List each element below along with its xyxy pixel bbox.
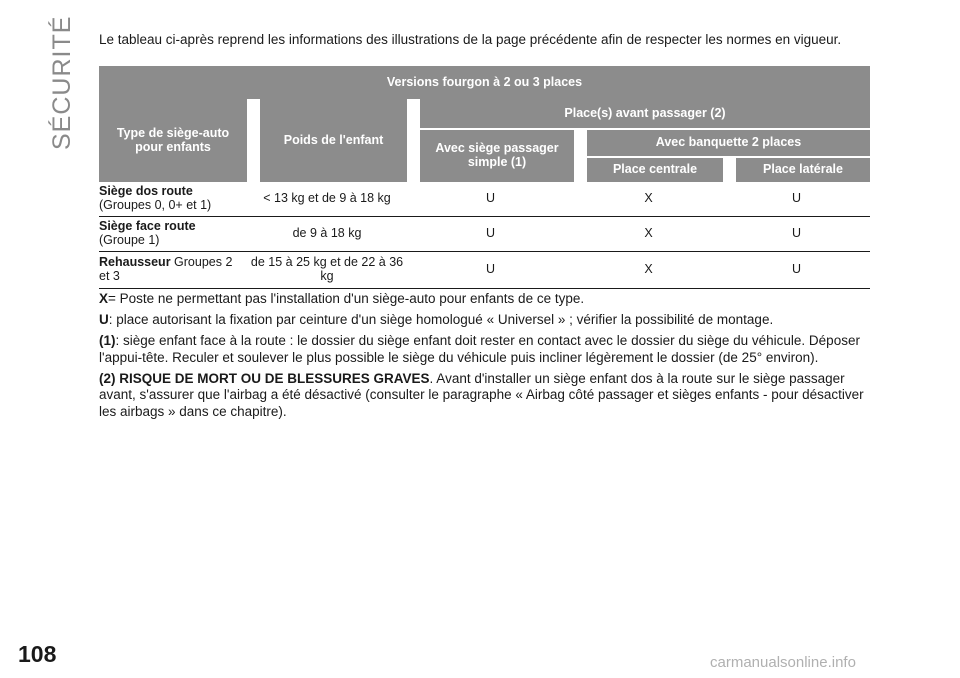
cell-center-seat: X <box>574 182 723 217</box>
header-seat-type: Type de siège-auto pour enfants <box>99 99 247 182</box>
page-number: 108 <box>18 641 57 667</box>
notes <box>99 291 884 425</box>
cell-single-seat: U <box>407 252 574 289</box>
note-x-key: X <box>99 291 109 306</box>
cell-single-seat: U <box>407 217 574 252</box>
note-2 <box>99 371 884 422</box>
header-bench: Avec banquette 2 places <box>574 130 870 158</box>
cell-center-seat: X <box>574 217 723 252</box>
cell-weight: < 13 kg et de 9 à 18 kg <box>247 182 407 217</box>
note-u-key: U <box>99 311 109 327</box>
intro-text: Le tableau ci-après reprend les informations des illustrations de la page précédente afin de respecter les normes en vigueur. <box>99 32 842 47</box>
note-u-text: : place autorisant la fixation par ceinture d'un siège homologué « Universel » ; vérifier la possibilité de montage. <box>108 311 774 327</box>
header-versions: Versions fourgon à 2 ou 3 places <box>99 66 870 99</box>
cell-side-seat: U <box>723 252 870 289</box>
cell-single-seat: U <box>407 182 574 217</box>
seat-type-group: (Groupe 1) <box>99 232 160 247</box>
seat-type-group: Groupes 2 et 3 <box>99 254 233 283</box>
header-front-passenger: Place(s) avant passager (2) <box>407 99 870 130</box>
note-2-text: . Avant d'installer un siège enfant dos à la route sur le siège passager avant, s'assurer que l'airbag a été désactivé (consulter le paragraphe « Airbag côté passager et sièges enfants - pour désactiver les airbags » dans ce chapitre). <box>99 370 864 420</box>
cell-seat-type <box>99 252 247 289</box>
seat-type-name: Siège face route <box>99 218 196 233</box>
cell-side-seat: U <box>723 217 870 252</box>
header-child-weight: Poids de l'enfant <box>247 99 407 182</box>
table-row <box>99 252 870 289</box>
note-1-text: : siège enfant face à la route : le dossier du siège enfant doit rester en contact avec le dossier du siège du véhicule. Déposer l'appui-tête. Reculer et soulever le plus possible le siège du véhicule puis incliner légèrement le dossier (de 25° environ). <box>99 332 860 365</box>
child-seat-table <box>99 66 870 289</box>
note-1 <box>99 333 884 367</box>
seat-type-name: Siège dos route <box>99 184 193 198</box>
table-row <box>99 182 870 217</box>
header-center-seat: Place centrale <box>574 158 723 182</box>
seat-type-group: (Groupes 0, 0+ et 1) <box>99 197 212 212</box>
cell-side-seat: U <box>723 182 870 217</box>
note-2-key: (2) RISQUE DE MORT OU DE BLESSURES GRAVES <box>99 370 430 386</box>
section-title: SÉCURITÉ <box>48 15 76 150</box>
note-x-text: = Poste ne permettant pas l'installation d'un siège-auto pour enfants de ce type. <box>108 291 585 306</box>
note-x <box>99 291 884 308</box>
cell-seat-type <box>99 182 247 217</box>
watermark: carmanualsonline.info <box>710 654 856 671</box>
note-u <box>99 312 884 329</box>
cell-weight: de 9 à 18 kg <box>247 217 407 252</box>
table-row <box>99 217 870 252</box>
header-side-seat: Place latérale <box>723 158 870 182</box>
cell-weight: de 15 à 25 kg et de 22 à 36 kg <box>247 252 407 289</box>
seat-type-name: Rehausseur <box>99 254 171 269</box>
note-1-key: (1) <box>99 332 116 348</box>
header-single-seat: Avec siège passager simple (1) <box>407 130 574 182</box>
cell-seat-type <box>99 217 247 252</box>
cell-center-seat: X <box>574 252 723 289</box>
